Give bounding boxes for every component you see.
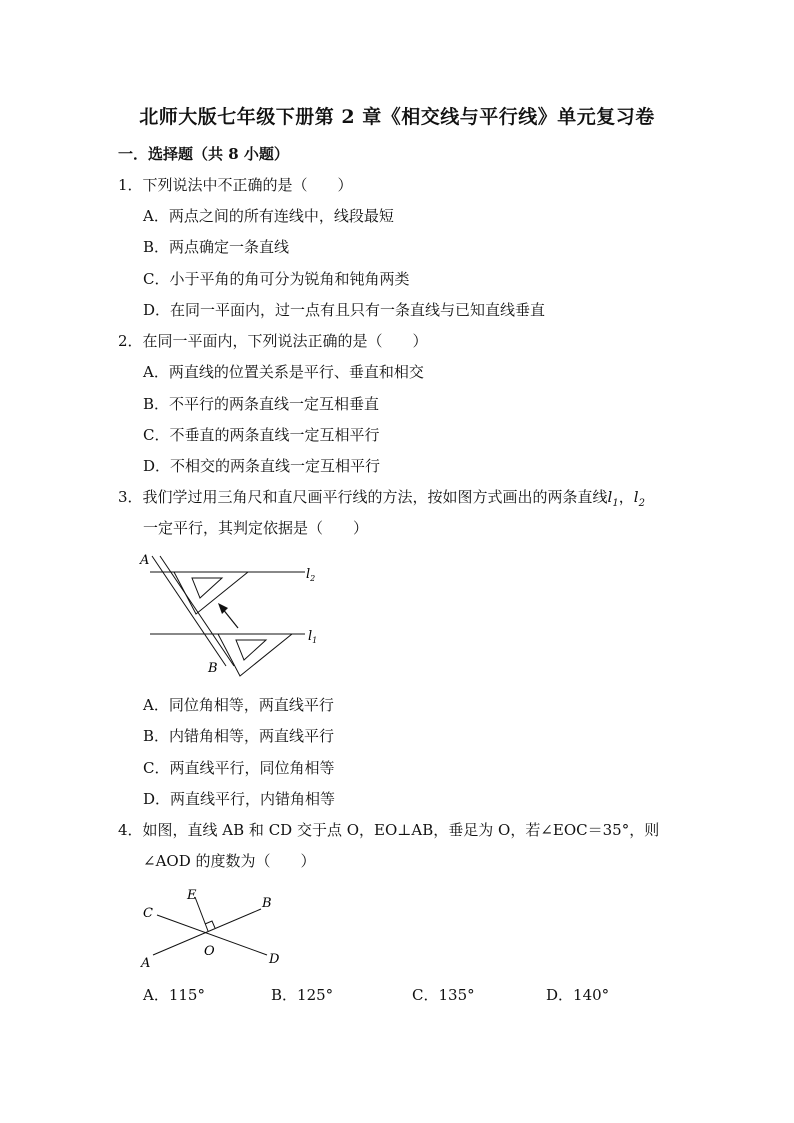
question-2-option-c: C．不垂直的两条直线一定互相平行 [143, 426, 380, 444]
question-4-option-a: A．115° [143, 986, 205, 1004]
label-c: C [143, 906, 153, 921]
line-l2-label: $l_2$ [633, 488, 645, 509]
question-2-option-a: A．两直线的位置关系是平行、垂直和相交 [143, 363, 424, 381]
question-1-option-c: C．小于平角的角可分为锐角和钝角两类 [143, 270, 410, 288]
arrow-head [218, 603, 228, 614]
line-eo [195, 897, 208, 931]
question-4-option-d: D．140° [546, 986, 610, 1004]
separator: ， [618, 488, 634, 506]
question-2-option-d: D．不相交的两条直线一定互相平行 [143, 457, 381, 475]
question-4-option-c: C．135° [412, 986, 475, 1004]
label-e: E [187, 888, 197, 903]
label-a: A [140, 553, 150, 568]
label-l1: $l_1$ [308, 629, 318, 645]
set-square-bottom-inner [236, 640, 266, 660]
line-l1-label: $l_1$ [607, 488, 619, 509]
question-1-option-b: B．两点确定一条直线 [143, 238, 290, 256]
question-3-option-c: C．两直线平行，同位角相等 [143, 759, 335, 777]
label-d: D [269, 952, 280, 967]
question-4-stem-line-2: ∠AOD 的度数为（ ） [143, 852, 316, 870]
label-o: O [204, 944, 215, 959]
question-3-stem-line-2: 一定平行，其判定依据是（ ） [143, 519, 369, 537]
question-3-option-b: B．内错角相等，两直线平行 [143, 727, 335, 745]
question-4-option-b: B．125° [271, 986, 334, 1004]
question-3-figure [130, 550, 330, 680]
question-2-option-b: B．不平行的两条直线一定互相垂直 [143, 395, 380, 413]
question-3-option-a: A．同位角相等，两直线平行 [143, 696, 334, 714]
question-2-stem: 2．在同一平面内，下列说法正确的是（ ） [118, 332, 428, 350]
question-1-stem: 1．下列说法中不正确的是（ ） [118, 176, 353, 194]
label-b: B [208, 661, 218, 676]
label-b: B [262, 896, 272, 911]
set-square-top-inner [192, 578, 222, 598]
label-a: A [141, 956, 151, 971]
question-1-option-d: D．在同一平面内，过一点有且只有一条直线与已知直线垂直 [143, 301, 546, 319]
question-3-stem-text: 3．我们学过用三角尺和直尺画平行线的方法，按如图方式画出的两条直线 [118, 488, 608, 506]
question-3-stem-line-1 [118, 486, 645, 515]
question-4-stem-line-1: 4．如图，直线 AB 和 CD 交于点 O，EO⊥AB，垂足为 O，若∠EOC＝35°，则 [118, 821, 660, 839]
question-1-option-a: A．两点之间的所有连线中，线段最短 [143, 207, 394, 225]
page-title: 北师大版七年级下册第 2 章《相交线与平行线》单元复习卷 [139, 106, 655, 128]
question-4-figure [135, 885, 295, 975]
section-heading: 一．选择题（共 8 小题） [118, 145, 289, 163]
label-l2: $l_2$ [306, 567, 316, 583]
question-3-option-d: D．两直线平行，内错角相等 [143, 790, 336, 808]
